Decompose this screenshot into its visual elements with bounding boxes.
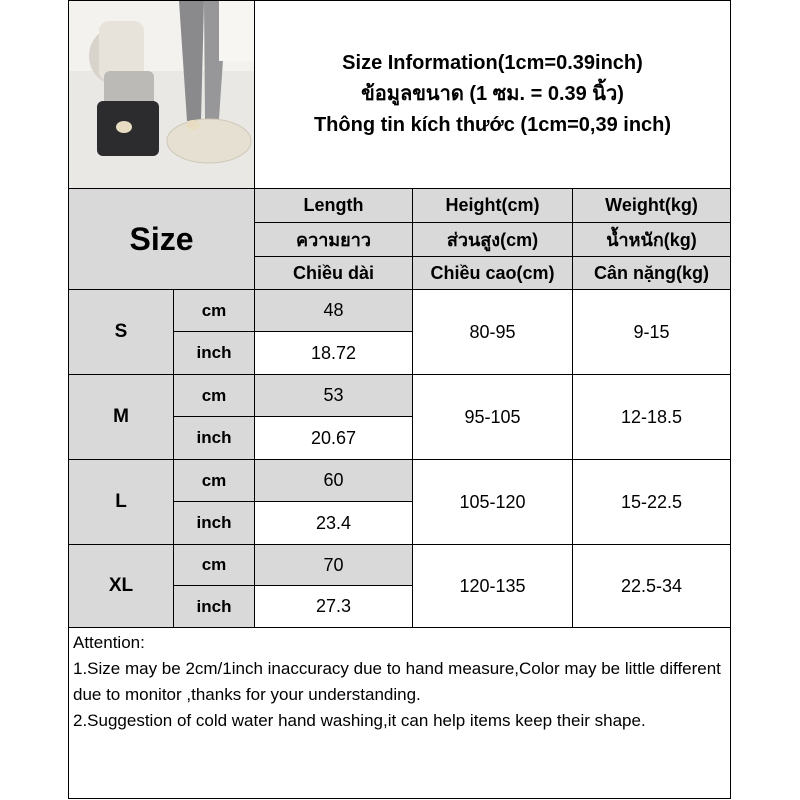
length-inch-l: 23.4: [254, 501, 413, 545]
col-length-vi: Chiều dài: [254, 256, 413, 290]
length-cm-m: 53: [254, 374, 413, 417]
size-xl-label: XL: [68, 544, 174, 628]
attention-title: Attention:: [73, 633, 145, 652]
col-length-th: ความยาว: [254, 222, 413, 257]
size-info-title: [254, 0, 731, 189]
length-inch-xl: 27.3: [254, 585, 413, 628]
title-english: Size Information(1cm=0.39inch): [342, 52, 643, 74]
size-s-label: S: [68, 289, 174, 375]
title-vietnamese: Thông tin kích thước (1cm=0,39 inch): [313, 114, 672, 136]
size-l-label: L: [68, 459, 174, 545]
height-m: 95-105: [412, 374, 573, 460]
unit-cm: cm: [173, 459, 255, 502]
length-inch-m: 20.67: [254, 416, 413, 460]
attention-notes: [68, 627, 731, 799]
weight-s: 9-15: [572, 289, 731, 375]
title-thai: ข้อมูลขนาด (1 ซม. = 0.39 นิ้ว): [361, 83, 624, 105]
col-length-en: Length: [254, 188, 413, 223]
size-header-label: Size: [129, 220, 194, 257]
unit-cm: cm: [173, 374, 255, 417]
attention-note-1: 1.Size may be 2cm/1inch inaccuracy due to hand measure,Color may be little different due to monitor ,thanks for your understanding.: [73, 659, 721, 704]
attention-note-2: 2.Suggestion of cold water hand washing,it can help items keep their shape.: [73, 711, 646, 730]
unit-cm: cm: [173, 544, 255, 586]
size-header: [68, 188, 255, 290]
weight-l: 15-22.5: [572, 459, 731, 545]
unit-cm: cm: [173, 289, 255, 332]
length-inch-s: 18.72: [254, 331, 413, 375]
unit-inch: inch: [173, 416, 255, 460]
col-weight-vi: Cân nặng(kg): [572, 256, 731, 290]
product-photo-illustration: [69, 1, 255, 189]
col-height-vi: Chiều cao(cm): [412, 256, 573, 290]
col-weight-en: Weight(kg): [572, 188, 731, 223]
unit-inch: inch: [173, 331, 255, 375]
col-height-th: ส่วนสูง(cm): [412, 222, 573, 257]
unit-inch: inch: [173, 501, 255, 545]
weight-m: 12-18.5: [572, 374, 731, 460]
height-l: 105-120: [412, 459, 573, 545]
height-s: 80-95: [412, 289, 573, 375]
length-cm-l: 60: [254, 459, 413, 502]
height-xl: 120-135: [412, 544, 573, 628]
length-cm-s: 48: [254, 289, 413, 332]
length-cm-xl: 70: [254, 544, 413, 586]
col-height-en: Height(cm): [412, 188, 573, 223]
col-weight-th: น้ำหนัก(kg): [572, 222, 731, 257]
product-photo: [68, 0, 255, 189]
size-m-label: M: [68, 374, 174, 460]
weight-xl: 22.5-34: [572, 544, 731, 628]
unit-inch: inch: [173, 585, 255, 628]
